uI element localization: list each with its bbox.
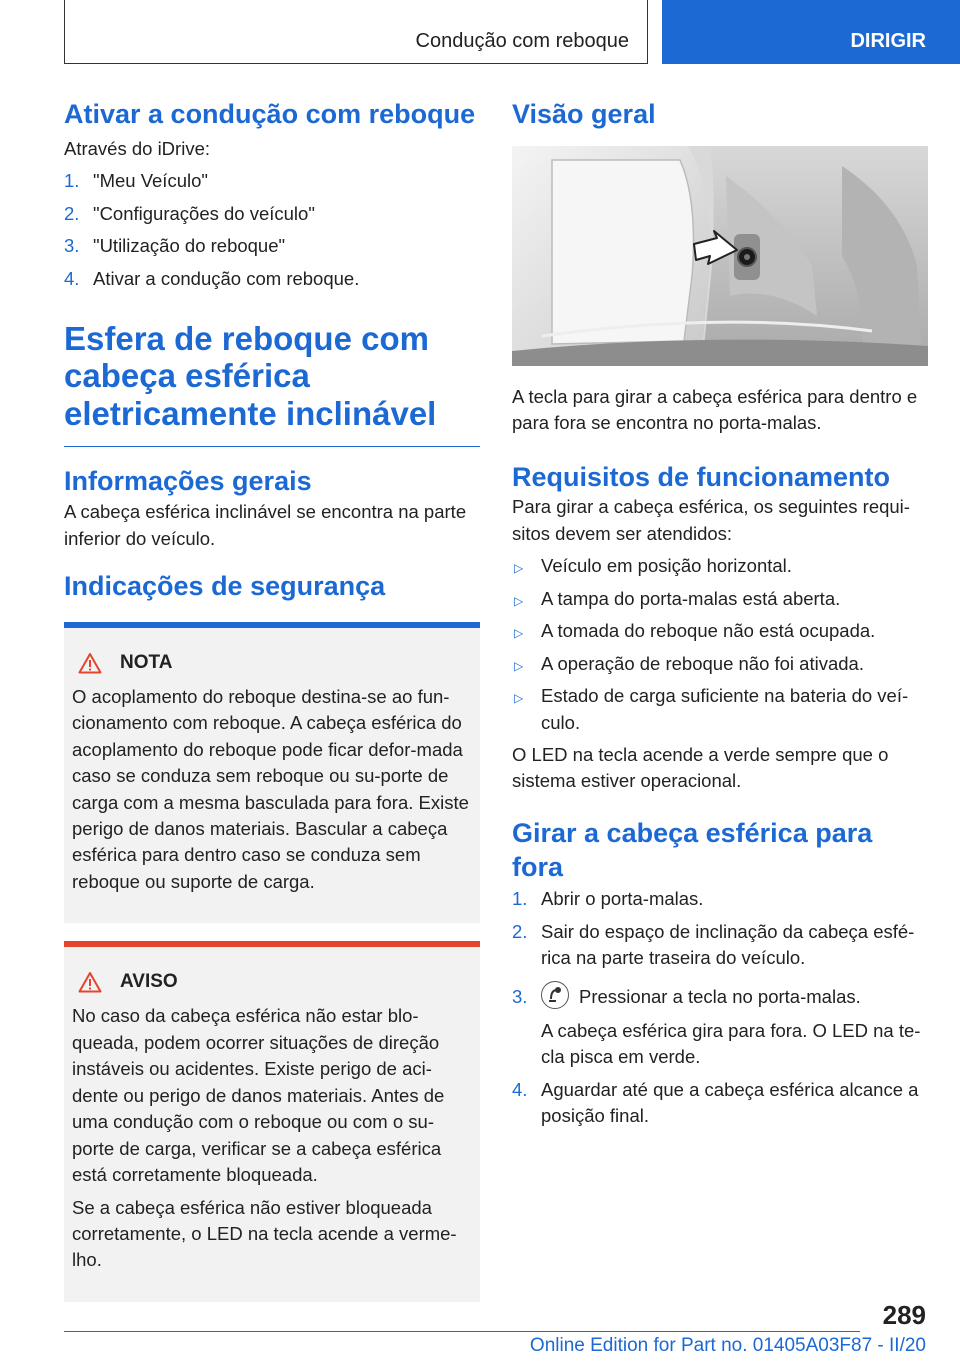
warning-body-1: No caso da cabeça esférica não estar blo-queada, podem ocorrer situações de direção instáveis ou acidentes. Existe perigo de aci-dente ou perigo de danos materiais. Antes de uma condução com o reboque ou com o su-porte de carga, verificar se a cabeça esférica está corretamente bloqueada. [72,1005,445,1186]
list-item: 1. "Meu Veículo" [64,170,208,192]
general-body: A cabeça esférica inclinável se encontra na parte inferior do veículo. [64,501,467,549]
requirements-list [512,553,928,736]
note-label: NOTA [120,651,173,673]
list-item: ▷ Veículo em posição horizontal. [514,555,792,577]
list-item: 3. Pressionar a tecla no porta-malas. A cabeça esférica gira para fora. O LED na te-cla pisca em verde. [512,984,928,1071]
list-item: ▷ A tampa do porta-malas está aberta. [514,587,841,609]
chapter-title: Esfera de reboque com cabeça esférica eletricamente inclinável [64,320,437,432]
list-item: ▷ A operação de reboque não foi ativada. [514,652,864,674]
header-chapter-tab [662,0,960,64]
section-title-safety: Indicações de segurança [64,571,386,602]
list-item: 2. Sair do espaço de inclinação da cabeça esfé-rica na parte traseira do veículo. [512,920,915,969]
warning-label: AVISO [120,971,178,993]
activate-steps [64,168,480,292]
header-frame [64,0,648,64]
swing-out-steps [512,886,928,1129]
section-title-swing-out: Girar a cabeça esférica para fora [512,817,873,882]
activate-intro: Através do iDrive: [64,137,210,159]
overview-caption: A tecla para girar a cabeça esférica para dentro e para fora se encontra no porta-malas. [512,385,918,434]
list-item: 2. "Configurações do veículo" [64,202,315,224]
header-section-title: Condução com reboque [415,30,629,52]
page-number: 289 [882,1300,926,1330]
section-title-overview: Visão geral [512,99,656,129]
list-item: 4. Aguardar até que a cabeça esférica alcance a posição final. [512,1078,919,1127]
list-item: 3. "Utilização do reboque" [64,235,286,257]
section-title-general: Informações gerais [64,466,312,497]
warning-box [64,941,480,1302]
list-item: ▷ Estado de carga suficiente na bateria do veí-culo. [514,685,909,733]
header-chapter-label: DIRIGIR [850,30,926,52]
note-box [64,622,480,924]
requirements-outro: O LED na tecla acende a verde sempre que o sistema estiver operacional. [512,744,889,792]
footer-rule [64,1331,860,1332]
requirements-intro: Para girar a cabeça esférica, os seguintes requi-sitos devem ser atendidos: [512,496,910,544]
warning-triangle-icon [78,652,102,674]
list-item: 1. Abrir o porta-malas. [512,888,704,910]
section-title-activate: Ativar a condução com reboque [64,99,476,129]
note-body: O acoplamento do reboque destina-se ao fun-cionamento com reboque. A cabeça esférica do acoplamento do reboque pode ficar defor-mada caso se conduza sem reboque ou su-porte de carga com a mesma basculada para fora. Existe perigo de danos materiais. Bascular a cabeça esférica para dentro caso se conduza sem reboque ou suporte de carga. [72,685,469,892]
right-column [512,98,928,1136]
footer-edition: Online Edition for Part no. 01405A03F87 - II/20 [529,1335,926,1356]
warning-triangle-icon [78,971,102,993]
warning-body-2: Se a cabeça esférica não estiver bloqueada corretamente, o LED na tecla acende a verme-lho. [72,1196,457,1271]
step3-result: A cabeça esférica gira para fora. O LED na te-cla pisca em verde. [541,1019,921,1068]
trunk-button-photo [512,146,928,366]
list-item: 4. Ativar a condução com reboque. [64,267,360,289]
section-title-requirements: Requisitos de funcionamento [512,461,891,492]
chapter-divider [64,446,480,448]
list-item: ▷ A tomada do reboque não está ocupada. [514,620,876,642]
left-column [64,98,480,1302]
tow-hitch-button-icon [541,981,569,1009]
